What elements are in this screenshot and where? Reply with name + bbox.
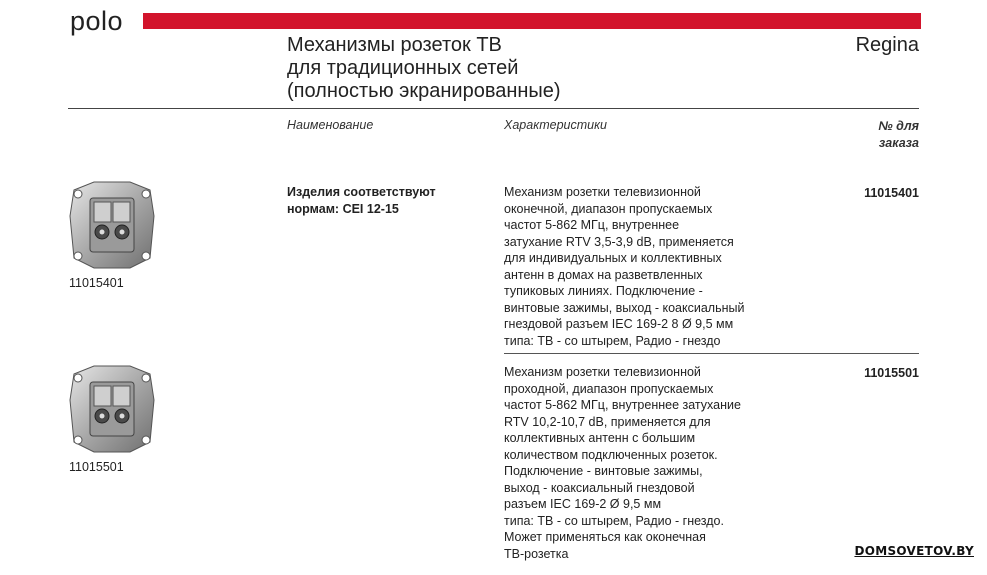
description-line: количеством подключенных розеток.: [504, 447, 718, 462]
description-line: ТВ-розетка: [504, 546, 569, 561]
order-header-line-1: № для: [878, 119, 919, 133]
description-line: гнездовой разъем IEC 169-2 8 Ø 9,5 мм: [504, 317, 734, 331]
description-line: частот 5-862 МГц, внутреннее: [504, 218, 680, 232]
header-accent-bar: [143, 13, 921, 29]
tv-socket-image: [64, 176, 160, 272]
header-divider: [68, 108, 919, 109]
description-line: винтовые зажимы, выход - коаксиальный: [504, 300, 745, 315]
product-description: [504, 184, 804, 349]
description-line: Подключение - винтовые зажимы,: [504, 464, 703, 478]
brand-name: Regina: [855, 34, 919, 56]
row-divider: [504, 353, 919, 354]
description-line: типа: ТВ - со штырем, Радио - гнездо: [504, 333, 721, 348]
description-line: тупиковых линиях. Подключение -: [504, 284, 703, 298]
tv-socket-image: [64, 360, 160, 456]
column-header-name: Наименование: [287, 118, 374, 132]
order-code: 11015401: [864, 186, 919, 200]
description-line: для индивидуальных и коллективных: [504, 251, 722, 265]
description-line: выход - коаксиальный гнездовой: [504, 480, 695, 495]
image-caption-code: 11015501: [69, 460, 124, 474]
description-line: разъем IEC 169-2 Ø 9,5 мм: [504, 497, 662, 511]
title-line-1: Механизмы розеток ТВ: [287, 34, 502, 56]
description-line: коллективных антенн с большим: [504, 431, 696, 445]
page-title: [287, 34, 561, 103]
description-line: Механизм розетки телевизионной: [504, 185, 701, 199]
norms-line-2: нормам: CEI 12-15: [287, 202, 399, 216]
title-line-3: (полностью экранированные): [287, 80, 561, 102]
description-line: Механизм розетки телевизионной: [504, 365, 701, 379]
order-header-line-2: заказа: [878, 136, 919, 150]
description-line: затухание RTV 3,5-3,9 dB, применяется: [504, 234, 734, 249]
description-line: проходной, диапазон пропускаемых: [504, 381, 714, 396]
image-caption-code: 11015401: [69, 276, 124, 290]
polo-logo: polo: [70, 6, 124, 36]
norms-line-1: Изделия соответствуют: [287, 185, 436, 199]
description-line: типа: ТВ - со штырем, Радио - гнездо.: [504, 513, 724, 528]
site-watermark-link[interactable]: DOMSOVETOV.BY: [854, 544, 974, 558]
product-description: [504, 364, 804, 562]
order-code: 11015501: [864, 366, 919, 380]
description-line: антенн в домах на разветвленных: [504, 267, 703, 282]
description-line: оконечной, диапазон пропускаемых: [504, 201, 713, 216]
norms-note: [287, 184, 436, 218]
description-line: частот 5-862 МГц, внутреннее затухание: [504, 398, 741, 412]
title-line-2: для традиционных сетей: [287, 57, 519, 79]
description-line: RTV 10,2-10,7 dB, применяется для: [504, 414, 711, 429]
column-header-characteristics: Характеристики: [504, 118, 607, 132]
column-header-order-number: [878, 118, 919, 152]
description-line: Может применяться как оконечная: [504, 530, 706, 544]
